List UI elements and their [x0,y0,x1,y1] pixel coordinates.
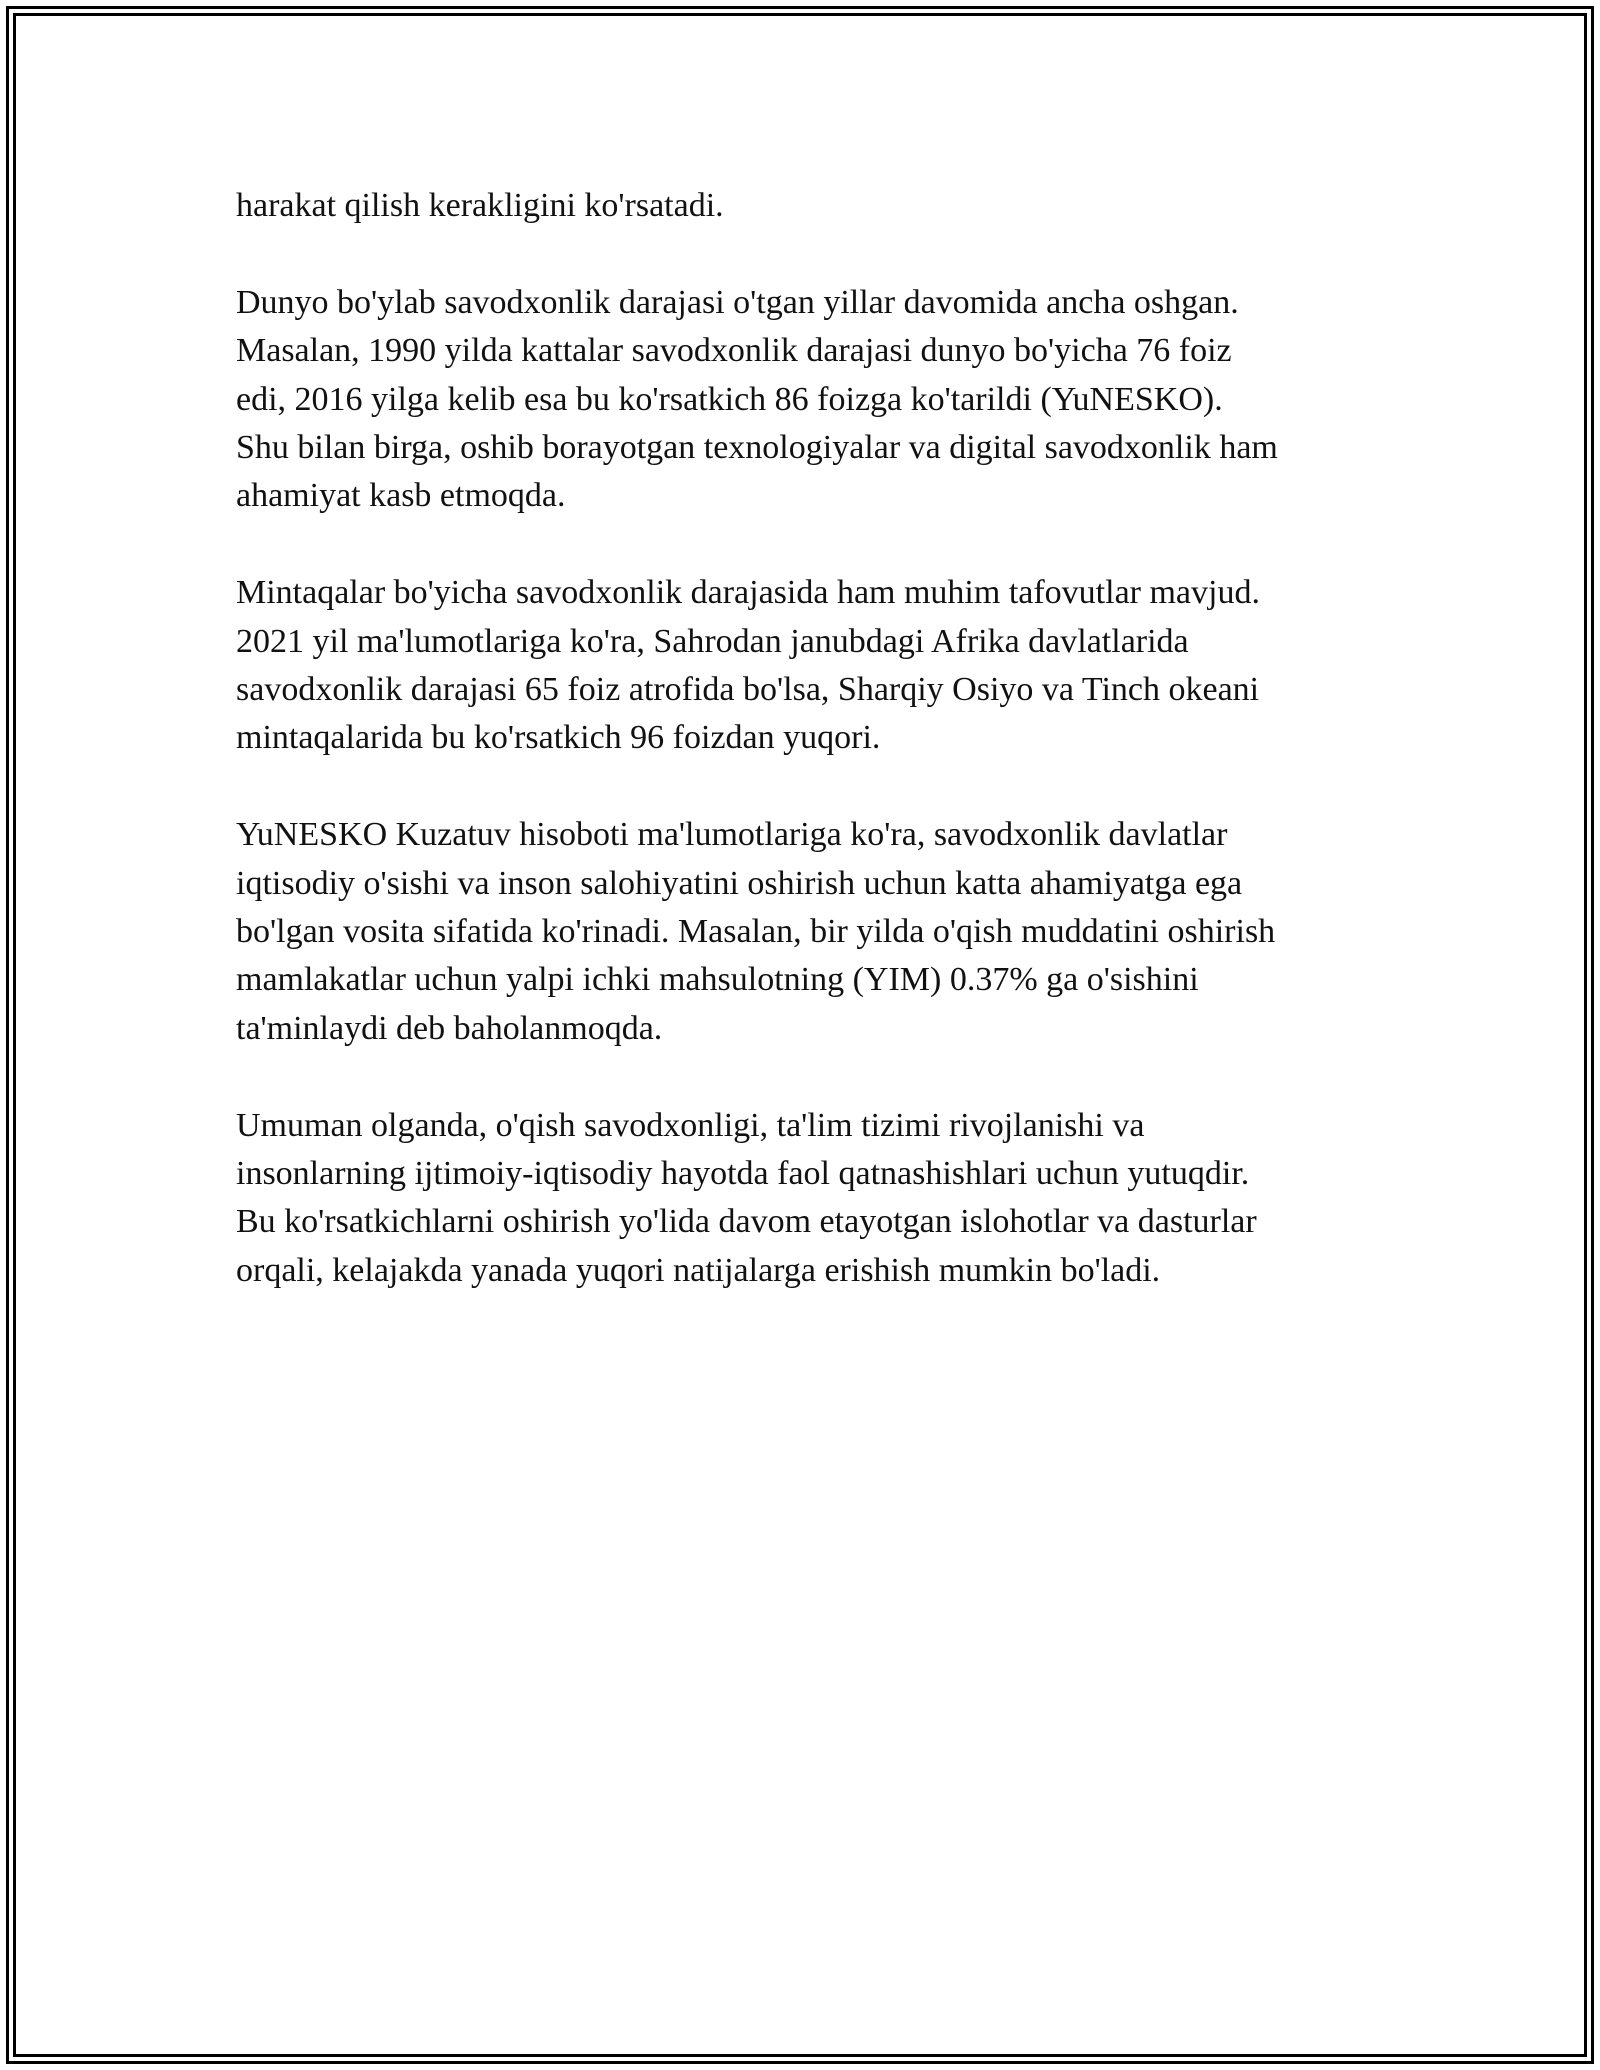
text-line: Mintaqalar bo'yicha savodxonlik darajasida ham muhim tafovutlar mavjud. [236,574,1260,612]
paragraph-continuation [236,182,1396,230]
text-line: mamlakatlar uchun yalpi ichki mahsulotning (YIM) 0.37% ga o'sishini [236,961,1199,999]
text-line: Umuman olganda, o'qish savodxonligi, ta'lim tizimi rivojlanishi va [236,1106,1145,1144]
paragraph-regional-differences [236,569,1396,763]
text-line: savodxonlik darajasi 65 foiz atrofida bo'lsa, Sharqiy Osiyo va Tinch okeani [236,671,1260,709]
text-line: orqali, kelajakda yanada yuqori natijalarga erishish mumkin bo'ladi. [236,1251,1161,1289]
text-line: iqtisodiy o'sishi va inson salohiyatini oshirish uchun katta ahamiyatga ega [236,864,1243,902]
text-line: bo'lgan vosita sifatida ko'rinadi. Masalan, bir yilda o'qish muddatini oshirish [236,913,1276,951]
text-line: Dunyo bo'ylab savodxonlik darajasi o'tgan yillar davomida ancha oshgan. [236,283,1239,321]
text-line: harakat qilish kerakligini ko'rsatadi. [236,187,724,224]
text-line: YuNESKO Kuzatuv hisoboti ma'lumotlariga ko'ra, savodxonlik davlatlar [236,816,1228,854]
text-line: edi, 2016 yilga kelib esa bu ko'rsatkich 86 foizga ko'tarildi (YuNESKO). [236,380,1223,418]
text-line: Bu ko'rsatkichlarni oshirish yo'lida davom etayotgan islohotlar va dasturlar [236,1203,1257,1241]
text-line: insonlarning ijtimoiy-iqtisodiy hayotda faol qatnashishlari uchun yutuqdir. [236,1155,1250,1193]
text-line: ta'minlaydi deb baholanmoqda. [236,1009,663,1047]
paragraph-literacy-growth [236,279,1396,521]
text-line: mintaqalarida bu ko'rsatkich 96 foizdan yuqori. [236,719,881,757]
text-line: Shu bilan birga, oshib borayotgan texnologiyalar va digital savodxonlik ham [236,429,1278,467]
text-line: 2021 yil ma'lumotlariga ko'ra, Sahrodan janubdagi Afrika davlatlarida [236,622,1189,660]
paragraph-conclusion [236,1102,1396,1296]
text-line: Masalan, 1990 yilda kattalar savodxonlik darajasi dunyo bo'yicha 76 foiz [236,332,1232,370]
text-line: ahamiyat kasb etmoqda. [236,477,566,515]
paragraph-unesco-report [236,811,1396,1053]
document-body [236,182,1396,1344]
